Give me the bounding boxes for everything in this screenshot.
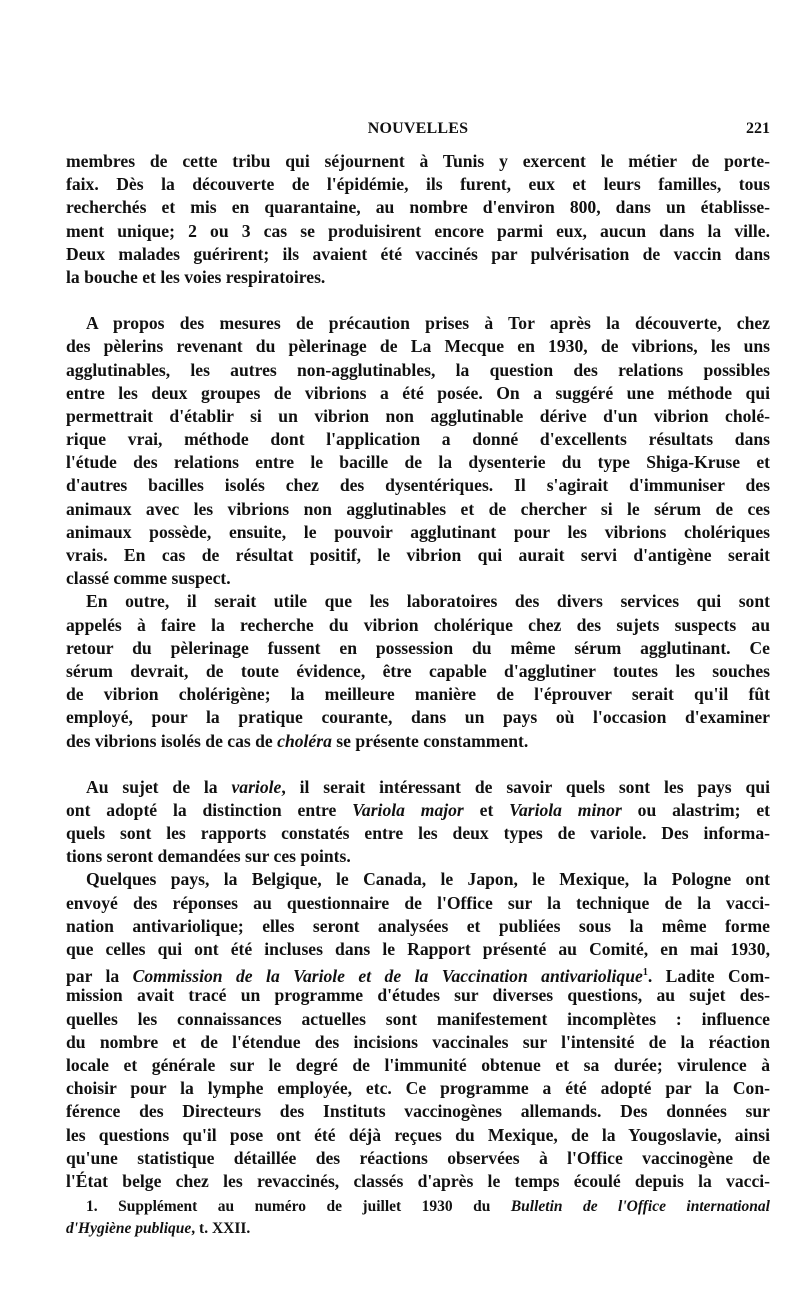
text-line: vrais. En cas de résultat positif, le vibrion qui aurait servi d'antigène serait	[66, 545, 770, 565]
text-line: Deux malades guérirent; ils avaient été vaccinés par pulvérisation de vaccin dans	[66, 243, 770, 264]
italic-term: d'Hygiène publique	[66, 1220, 192, 1237]
footnote-line	[66, 1196, 770, 1218]
text-line: sérum devrait, de toute évidence, être capable d'agglutiner toutes les souches	[66, 660, 770, 681]
text-line: A propos des mesures de précaution prises à Tor après la découverte, chez	[86, 313, 770, 334]
text-line: envoyé des réponses au questionnaire de l'Office sur la technique de la vacci-	[66, 892, 770, 913]
text-line: du nombre et de l'étendue des incisions vaccinales sur l'intensité de la réaction	[66, 1031, 770, 1052]
footnote	[66, 1196, 770, 1240]
text-run: des vibrions isolés de cas de	[66, 730, 278, 751]
paragraph-vaccination	[66, 868, 770, 1193]
text-line: employé, pour la pratique courante, dans un pays où l'occasion d'examiner	[66, 707, 770, 728]
text-line: de vibrion cholérigène; la meilleure manière de l'éprouver serait qu'il fût	[66, 684, 770, 705]
text-line: choisir pour la lymphe employée, etc. Ce programme a été adopté par la Con-	[66, 1078, 770, 1099]
text-line: la bouche et les voies respiratoires.	[66, 266, 326, 287]
text-run: se présente constamment.	[331, 730, 529, 751]
text-line: des pèlerins revenant du pèlerinage de La Mecque en 1930, de vibrions, les uns	[66, 336, 770, 357]
italic-term: Bulletin de l'Office international	[510, 1198, 770, 1215]
paragraph-serum	[66, 590, 770, 752]
italic-term: Variola major	[352, 799, 464, 820]
text-run: Au sujet de la	[86, 776, 232, 797]
text-line	[66, 799, 770, 822]
text-line: retour du pèlerinage fussent en possession du même sérum agglutinant. Ce	[66, 637, 770, 658]
footnote-line	[66, 1218, 770, 1240]
text-line: agglutinables, les autres non-agglutinables, la question des relations possibles	[66, 359, 770, 380]
text-line: appelés à faire la recherche du vibrion cholérique chez des sujets suspects au	[66, 614, 770, 635]
text-line: entre les deux groupes de vibrions a été posée. On a suggéré une méthode qui	[66, 382, 770, 403]
body-text	[66, 150, 770, 1193]
italic-term: variole	[231, 776, 282, 797]
text-line: membres de cette tribu qui séjournent à Tunis y exercent le métier de porte-	[66, 151, 770, 171]
text-line: nation antivariolique; elles seront analysées et publiées sous la même forme	[66, 915, 770, 936]
text-line: quels sont les rapports constatés entre les deux types de variole. Des informa-	[66, 823, 770, 844]
text-run: et	[463, 799, 510, 820]
paragraph-tor-vibrions	[66, 312, 770, 590]
text-line	[66, 776, 770, 799]
text-line: En outre, il serait utile que les laboratoires des divers services qui sont	[86, 591, 770, 612]
text-line: que celles qui ont été incluses dans le Rapport présenté au Comité, en mai 1930,	[66, 939, 770, 959]
text-run: , il serait intéressant de savoir quels sont les pays qui	[281, 776, 770, 797]
text-line: faix. Dès la découverte de l'épidémie, ils furent, eux et leurs familles, tous	[66, 174, 770, 195]
italic-term: choléra	[277, 730, 332, 751]
text-line: ment unique; 2 ou 3 cas se produisirent encore parmi eux, aucun dans la ville.	[66, 220, 770, 241]
text-line: l'État belge chez les revaccinés, classés d'après le temps écoulé depuis la vacci-	[66, 1170, 770, 1191]
text-run: , t. XXII.	[191, 1220, 251, 1237]
text-run: ou alastrim; et	[621, 799, 770, 820]
text-line: animaux avec les vibrions non agglutinables et de chercher si le sérum de ces	[66, 498, 770, 519]
italic-term: Commission de la Variole et de la Vaccination antivariolique	[132, 966, 643, 987]
text-run: ont adopté la distinction entre	[66, 799, 353, 820]
text-line: permettrait d'établir si un vibrion non agglutinable dérive d'un vibrion cholé-	[66, 405, 770, 426]
text-line: locale et générale sur le degré de l'immunité obtenue et sa durée; virulence à	[66, 1054, 770, 1075]
text-run: par la	[66, 966, 133, 987]
paragraph-gap	[66, 289, 770, 312]
text-line: les questions qu'il pose ont été déjà reçues du Mexique, de la Yougoslavie, ainsi	[66, 1124, 770, 1145]
text-line: d'autres bacilles isolés chez des dysentériques. Il s'agirait d'immuniser des	[66, 475, 770, 496]
italic-term: Variola minor	[509, 799, 622, 820]
text-line: tions seront demandées sur ces points.	[66, 846, 351, 867]
paragraph-variole	[66, 776, 770, 869]
text-run: . Ladite Com-	[647, 966, 770, 987]
text-line: animaux possède, ensuite, le pouvoir agglutinant pour les vibrions cholériques	[66, 521, 770, 542]
footnote-marker: 1	[642, 967, 648, 979]
page-number: 221	[746, 120, 770, 137]
paragraph-tunis	[66, 150, 770, 289]
text-line: recherchés et mis en quarantaine, au nombre d'environ 800, dans un établisse-	[66, 197, 770, 218]
paragraph-gap	[66, 753, 770, 776]
text-line: l'étude des relations entre le bacille de la dysenterie du type Shiga-Kruse et	[66, 452, 770, 473]
text-run: 1. Supplément au numéro de juillet 1930 du	[86, 1198, 511, 1215]
running-head: NOUVELLES	[367, 120, 469, 137]
text-line: quelles les connaissances actuelles sont manifestement incomplètes : influence	[66, 1008, 770, 1029]
text-line: classé comme suspect.	[66, 568, 231, 589]
page-header	[66, 120, 770, 144]
text-line	[66, 961, 770, 987]
text-line: mission avait tracé un programme d'études sur diverses questions, au sujet des-	[66, 985, 770, 1006]
text-line: Quelques pays, la Belgique, le Canada, le Japon, le Mexique, la Pologne ont	[86, 869, 770, 890]
text-line	[66, 730, 770, 753]
text-line: rique vrai, méthode dont l'application a donné d'excellents résultats dans	[66, 429, 770, 450]
text-line: qu'une statistique détaillée des réactions observées à l'Office vaccinogène de	[66, 1147, 770, 1168]
text-line: férence des Directeurs des Instituts vaccinogènes allemands. Des données sur	[66, 1101, 770, 1122]
